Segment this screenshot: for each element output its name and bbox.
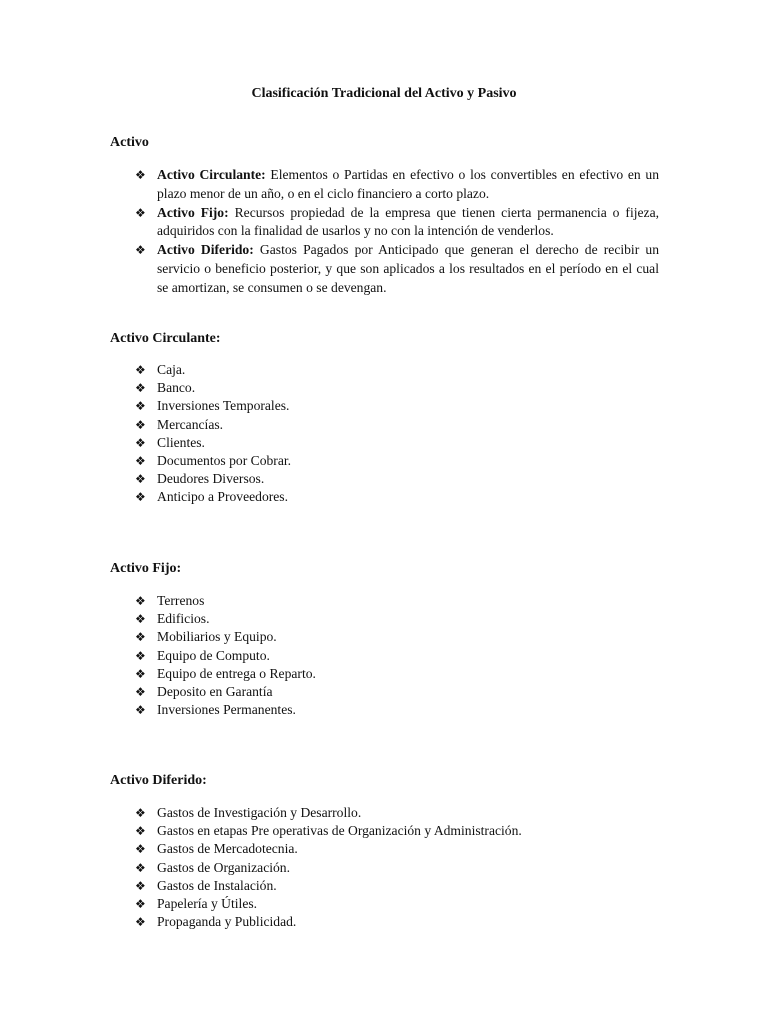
diamond-bullet-icon: ❖ bbox=[135, 594, 146, 608]
definition-term: Activo Diferido: bbox=[157, 242, 254, 258]
list-item-text: Papelería y Útiles. bbox=[157, 896, 258, 912]
list-item bbox=[135, 488, 659, 506]
diamond-bullet-icon: ❖ bbox=[135, 860, 146, 875]
diamond-bullet-icon: ❖ bbox=[135, 806, 146, 820]
section-heading-activo-circulante: Activo Circulante: bbox=[110, 331, 221, 346]
list-item bbox=[135, 610, 659, 628]
list-item bbox=[135, 859, 659, 877]
diamond-bullet-icon: ❖ bbox=[135, 842, 146, 857]
list-item-text: Gastos de Mercadotecnia. bbox=[157, 841, 298, 857]
activo-definitions-list bbox=[135, 166, 659, 298]
diamond-bullet-icon: ❖ bbox=[135, 824, 146, 839]
definition-term: Activo Fijo: bbox=[157, 204, 229, 220]
diamond-bullet-icon: ❖ bbox=[135, 897, 146, 912]
list-item bbox=[135, 470, 659, 488]
diamond-bullet-icon: ❖ bbox=[135, 666, 146, 681]
list-item-text: Inversiones Temporales. bbox=[157, 398, 290, 414]
list-item-text: Gastos de Organización. bbox=[157, 859, 291, 875]
list-item-text: Inversiones Permanentes. bbox=[157, 702, 296, 718]
definition-text: Recursos propiedad de la empresa que tienen cierta permanencia o fijeza, adquiridos con la finalidad de usarlos y no con la intención de venderlos. bbox=[157, 204, 660, 239]
list-item-text: Gastos de Investigación y Desarrollo. bbox=[157, 805, 362, 820]
list-item-text: Documentos por Cobrar. bbox=[157, 453, 292, 469]
diamond-bullet-icon: ❖ bbox=[135, 417, 146, 432]
definition-text: Gastos Pagados por Anticipado que generan el derecho de recibir un servicio o beneficio posterior, y que son aplicados a los resultados en el período en el cual se amortizan, se consumen o se devengan. bbox=[157, 242, 659, 295]
diamond-bullet-icon: ❖ bbox=[135, 363, 146, 377]
list-item bbox=[135, 913, 659, 931]
activo-fijo-list bbox=[135, 592, 659, 719]
list-item-text: Equipo de entrega o Reparto. bbox=[157, 665, 316, 681]
diamond-bullet-icon: ❖ bbox=[135, 490, 146, 505]
diamond-bullet-icon: ❖ bbox=[135, 612, 146, 627]
list-item bbox=[135, 683, 659, 701]
section-heading-activo-fijo: Activo Fijo: bbox=[110, 561, 182, 576]
list-item bbox=[135, 647, 659, 665]
diamond-bullet-icon: ❖ bbox=[135, 205, 146, 220]
list-item-text: Gastos en etapas Pre operativas de Organización y Administración. bbox=[157, 823, 522, 839]
list-item bbox=[135, 592, 659, 610]
diamond-bullet-icon: ❖ bbox=[135, 648, 146, 663]
list-item-text: Deposito en Garantía bbox=[157, 684, 273, 700]
diamond-bullet-icon: ❖ bbox=[135, 399, 146, 414]
list-item-text: Deudores Diversos. bbox=[157, 471, 265, 487]
diamond-bullet-icon: ❖ bbox=[135, 630, 146, 645]
diamond-bullet-icon: ❖ bbox=[135, 685, 146, 700]
list-item-text: Terrenos bbox=[157, 593, 205, 608]
list-item-text: Edificios. bbox=[157, 611, 210, 627]
list-item-text: Mercancías. bbox=[157, 416, 224, 432]
list-item bbox=[135, 840, 659, 858]
diamond-bullet-icon: ❖ bbox=[135, 243, 146, 258]
definition-item bbox=[135, 204, 659, 242]
list-item-text: Equipo de Computo. bbox=[157, 647, 270, 663]
diamond-bullet-icon: ❖ bbox=[135, 472, 146, 487]
document-title: Clasificación Tradicional del Activo y Pasivo bbox=[251, 86, 517, 101]
list-item bbox=[135, 701, 659, 719]
list-item-text: Banco. bbox=[157, 380, 196, 396]
list-item bbox=[135, 804, 659, 822]
diamond-bullet-icon: ❖ bbox=[135, 454, 146, 469]
list-item bbox=[135, 895, 659, 913]
diamond-bullet-icon: ❖ bbox=[135, 168, 146, 182]
list-item bbox=[135, 361, 659, 379]
list-item-text: Gastos de Instalación. bbox=[157, 877, 277, 893]
list-item bbox=[135, 397, 659, 415]
definition-item bbox=[135, 241, 659, 297]
diamond-bullet-icon: ❖ bbox=[135, 878, 146, 893]
list-item bbox=[135, 379, 659, 397]
diamond-bullet-icon: ❖ bbox=[135, 703, 146, 718]
list-item bbox=[135, 877, 659, 895]
diamond-bullet-icon: ❖ bbox=[135, 381, 146, 396]
activo-circulante-list bbox=[135, 361, 659, 507]
list-item bbox=[135, 665, 659, 683]
section-heading-activo: Activo bbox=[110, 135, 149, 150]
list-item-text: Anticipo a Proveedores. bbox=[157, 489, 288, 505]
definition-item bbox=[135, 166, 659, 204]
section-heading-activo-diferido: Activo Diferido: bbox=[110, 773, 207, 788]
list-item bbox=[135, 822, 659, 840]
list-item bbox=[135, 434, 659, 452]
list-item-text: Mobiliarios y Equipo. bbox=[157, 629, 277, 645]
list-item bbox=[135, 452, 659, 470]
diamond-bullet-icon: ❖ bbox=[135, 915, 146, 930]
activo-diferido-list bbox=[135, 804, 659, 931]
list-item bbox=[135, 628, 659, 646]
definition-term: Activo Circulante: bbox=[157, 167, 266, 182]
list-item-text: Propaganda y Publicidad. bbox=[157, 914, 297, 930]
list-item-text: Clientes. bbox=[157, 434, 205, 450]
definition-text: Elementos o Partidas en efectivo o los convertibles en efectivo en un plazo menor de un año, o en el ciclo financiero a corto plazo. bbox=[157, 167, 659, 201]
list-item-text: Caja. bbox=[157, 362, 186, 377]
diamond-bullet-icon: ❖ bbox=[135, 435, 146, 450]
list-item bbox=[135, 416, 659, 434]
